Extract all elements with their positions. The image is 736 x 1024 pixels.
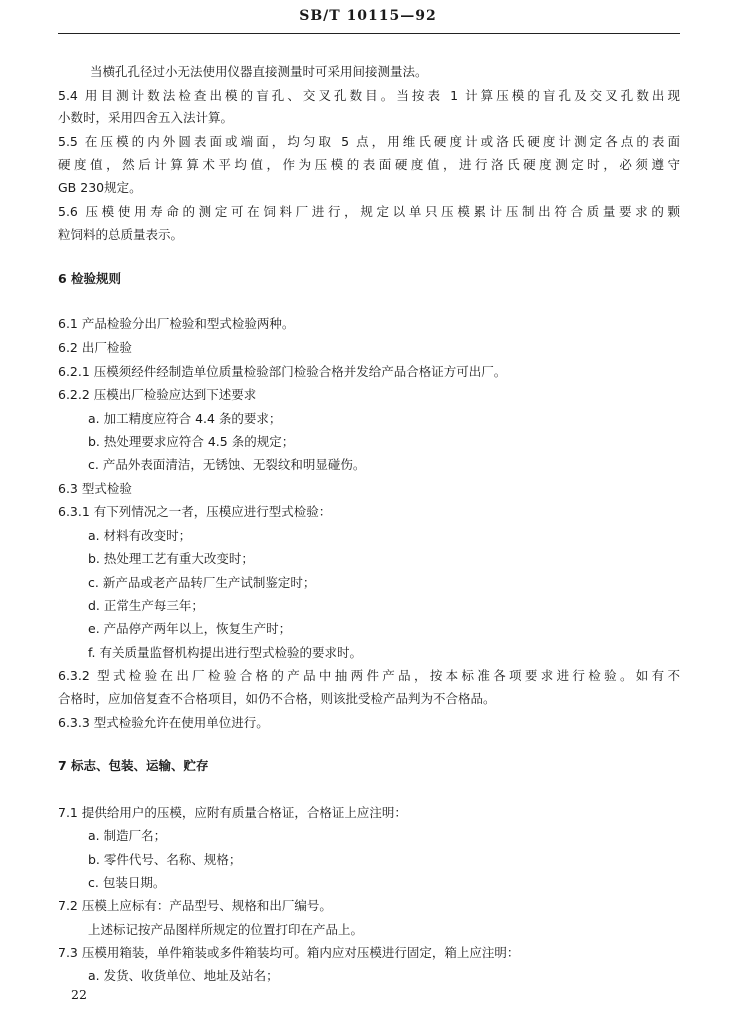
clause-7-1: 7.1 提供给用户的压模，应附有质量合格证，合格证上应注明： [58,805,407,820]
clause-6-1: 6.1 产品检验分出厂检验和型式检验两种。 [58,316,295,331]
clause-6-3-3: 6.3.3 型式检验允许在使用单位进行。 [58,715,269,730]
clause-7-3: 7.3 压模用箱装，单件箱装或多件箱装均可。箱内应对压模进行固定，箱上应注明： [58,945,520,960]
text-line: GB 230规定。 [58,180,142,195]
standard-code-header: SB/T 10115—92 [299,8,437,24]
clause-6-2-2: 6.2.2 压模出厂检验应达到下述要求 [58,387,257,402]
text-line: 合格时，应加倍复查不合格项目，如仍不合格，则该批受检产品判为不合格品。 [58,691,496,706]
section-6-heading: 6 检验规则 [58,271,122,286]
list-item: b. 热处理要求应符合 4.5 条的规定； [88,434,295,449]
text-line: 小数时，采用四舍五入法计算。 [58,110,234,125]
clause-6-2: 6.2 出厂检验 [58,340,132,355]
list-item: a. 材料有改变时； [88,528,192,543]
list-item: c. 包装日期。 [88,875,166,890]
clause-5-4: 5.4 用目测计数法检查出模的盲孔、交叉孔数目。当按表 1 计算压模的盲孔及交叉孔数出现 [58,88,680,103]
list-item: e. 产品停产两年以上，恢复生产时； [88,621,292,636]
list-item: b. 零件代号、名称、规格； [88,852,242,867]
list-item: a. 加工精度应符合 4.4 条的要求； [88,411,282,426]
clause-6-2-1: 6.2.1 压模须经件经制造单位质量检验部门检验合格并发给产品合格证方可出厂。 [58,364,507,379]
header-rule [58,33,680,34]
list-item: f. 有关质量监督机构提出进行型式检验的要求时。 [88,645,362,660]
text-line: 上述标记按产品图样所规定的位置打印在产品上。 [88,922,364,937]
list-item: a. 制造厂名； [88,828,167,843]
list-item: a. 发货、收货单位、地址及站名； [88,968,279,983]
clause-5-5: 5.5 在压模的内外圆表面或端面，均匀取 5 点，用维氏硬度计或洛氏硬度计测定各点的表面 [58,134,680,149]
text-line: 粒饲料的总质量表示。 [58,227,184,242]
list-item: c. 新产品或老产品转厂生产试制鉴定时； [88,575,316,590]
list-item: b. 热处理工艺有重大改变时； [88,551,254,566]
list-item: d. 正常生产每三年； [88,598,204,613]
clause-5-6: 5.6 压模使用寿命的测定可在饲料厂进行，规定以单只压模累计压制出符合质量要求的颗 [58,204,680,219]
clause-6-3-2: 6.3.2 型式检验在出厂检验合格的产品中抽两件产品，按本标准各项要求进行检验。如有不 [58,668,680,683]
clause-7-2: 7.2 压模上应标有：产品型号、规格和出厂编号。 [58,898,332,913]
list-item: c. 产品外表面清洁，无锈蚀、无裂纹和明显碰伤。 [88,457,366,472]
clause-6-3-1: 6.3.1 有下列情况之一者，压模应进行型式检验： [58,504,332,519]
text-line: 当横孔孔径过小无法使用仪器直接测量时可采用间接测量法。 [90,64,428,79]
page-number: 22 [71,987,87,1002]
clause-6-3: 6.3 型式检验 [58,481,132,496]
section-7-heading: 7 标志、包装、运输、贮存 [58,758,209,773]
text-line: 硬度值，然后计算算术平均值，作为压模的表面硬度值，进行洛氏硬度测定时，必须遵守 [58,157,680,172]
